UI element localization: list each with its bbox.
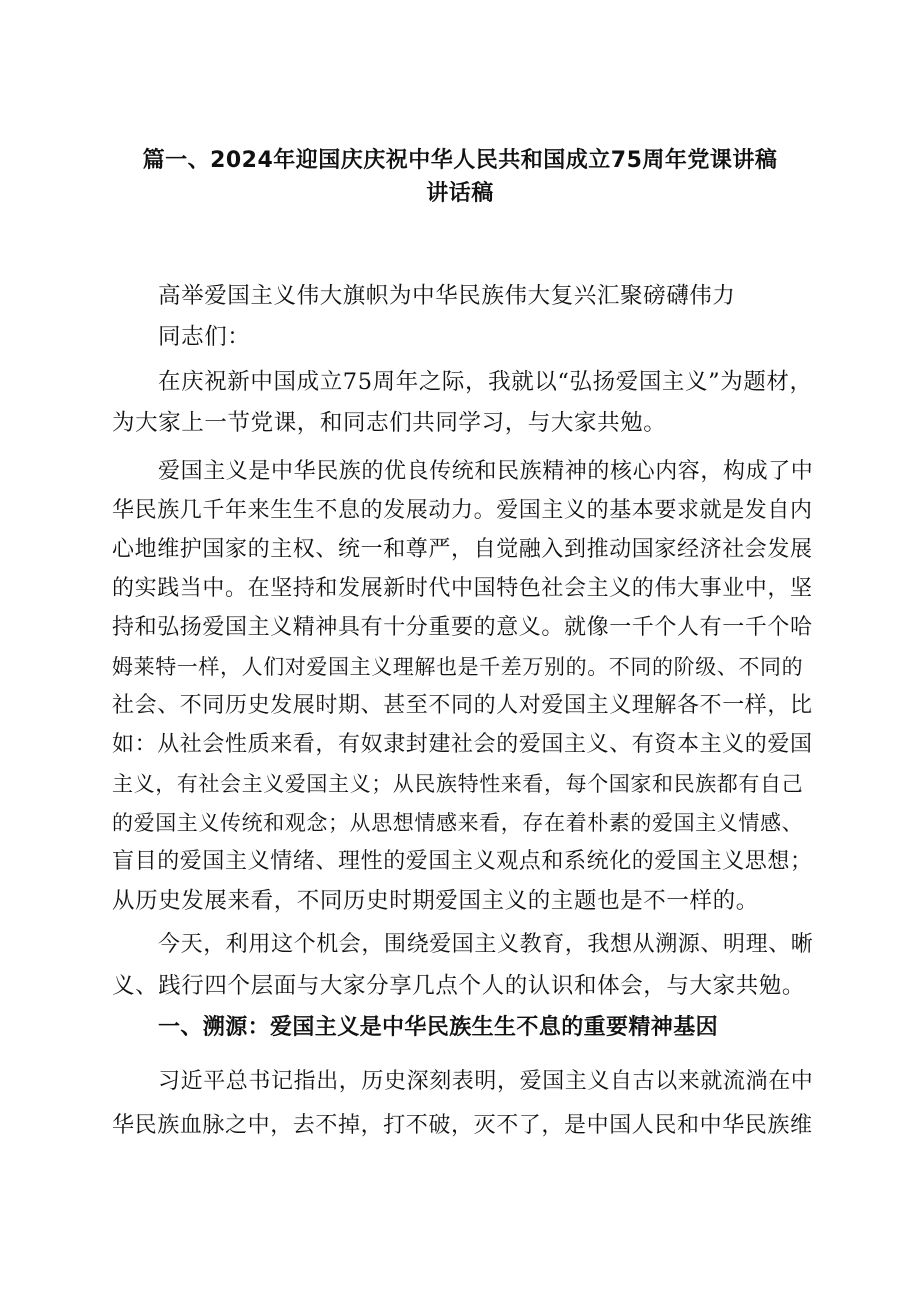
paragraph-line: 如：从社会性质来看，有奴隶封建社会的爱国主义、有资本主义的爱国 <box>112 732 813 757</box>
document-title: 篇一、2024年迎国庆庆祝中华人民共和国成立75周年党课讲稿 <box>142 148 778 173</box>
paragraph-line: 盲目的爱国主义情绪、理性的爱国主义观点和系统化的爱国主义思想； <box>112 849 813 874</box>
section-heading: 一、溯源：爱国主义是中华民族生生不息的重要精神基因 <box>158 1015 719 1040</box>
paragraph-line: 社会、不同历史发展时期、甚至不同的人对爱国主义理解各不一样，比 <box>112 693 813 718</box>
paragraph-line: 华民族几千年来生生不息的发展动力。爱国主义的基本要求就是发自内 <box>112 498 813 523</box>
paragraph-line: 义、践行四个层面与大家分享几点个人的认识和体会，与大家共勉。 <box>112 973 806 999</box>
paragraph-line: 心地维护国家的主权、统一和尊严，自觉融入到推动国家经济社会发展 <box>112 537 813 562</box>
paragraph-line: 在庆祝新中国成立75周年之际，我就以“弘扬爱国主义”为题材， <box>158 369 813 395</box>
paragraph-line: 爱国主义是中华民族的优良传统和民族精神的核心内容，构成了中 <box>158 459 814 484</box>
paragraph-line: 从历史发展来看，不同历史时期爱国主义的主题也是不一样的。 <box>112 888 759 914</box>
paragraph-line: 习近平总书记指出，历史深刻表明，爱国主义自古以来就流淌在中 <box>158 1069 814 1094</box>
paragraph-line: 的实践当中。在坚持和发展新时代中国特色社会主义的伟大事业中，坚 <box>112 576 813 601</box>
paragraph-line: 华民族血脉之中，去不掉，打不破，灭不了，是中国人民和中华民族维 <box>112 1113 813 1138</box>
paragraph-line: 今天，利用这个机会，围绕爱国主义教育，我想从溯源、明理、晰 <box>158 932 814 957</box>
salutation: 同志们： <box>158 324 251 350</box>
paragraph-line: 姆莱特一样，人们对爱国主义理解也是千差万别的。不同的阶级、不同的 <box>112 655 804 679</box>
paragraph-line: 持和弘扬爱国主义精神具有十分重要的意义。就像一千个人有一千个哈 <box>112 615 813 640</box>
speech-subtitle: 高举爱国主义伟大旗帜为中华民族伟大复兴汇聚磅礴伟力 <box>158 283 736 309</box>
paragraph-line: 主义，有社会主义爱国主义；从民族特性来看，每个国家和民族都有自己 <box>112 772 804 796</box>
paragraph-line: 为大家上一节党课，和同志们共同学习，与大家共勉。 <box>112 410 667 436</box>
paragraph-line: 的爱国主义传统和观念；从思想情感来看，存在着朴素的爱国主义情感、 <box>112 811 804 835</box>
document-title-continued: 讲话稿 <box>426 181 494 206</box>
